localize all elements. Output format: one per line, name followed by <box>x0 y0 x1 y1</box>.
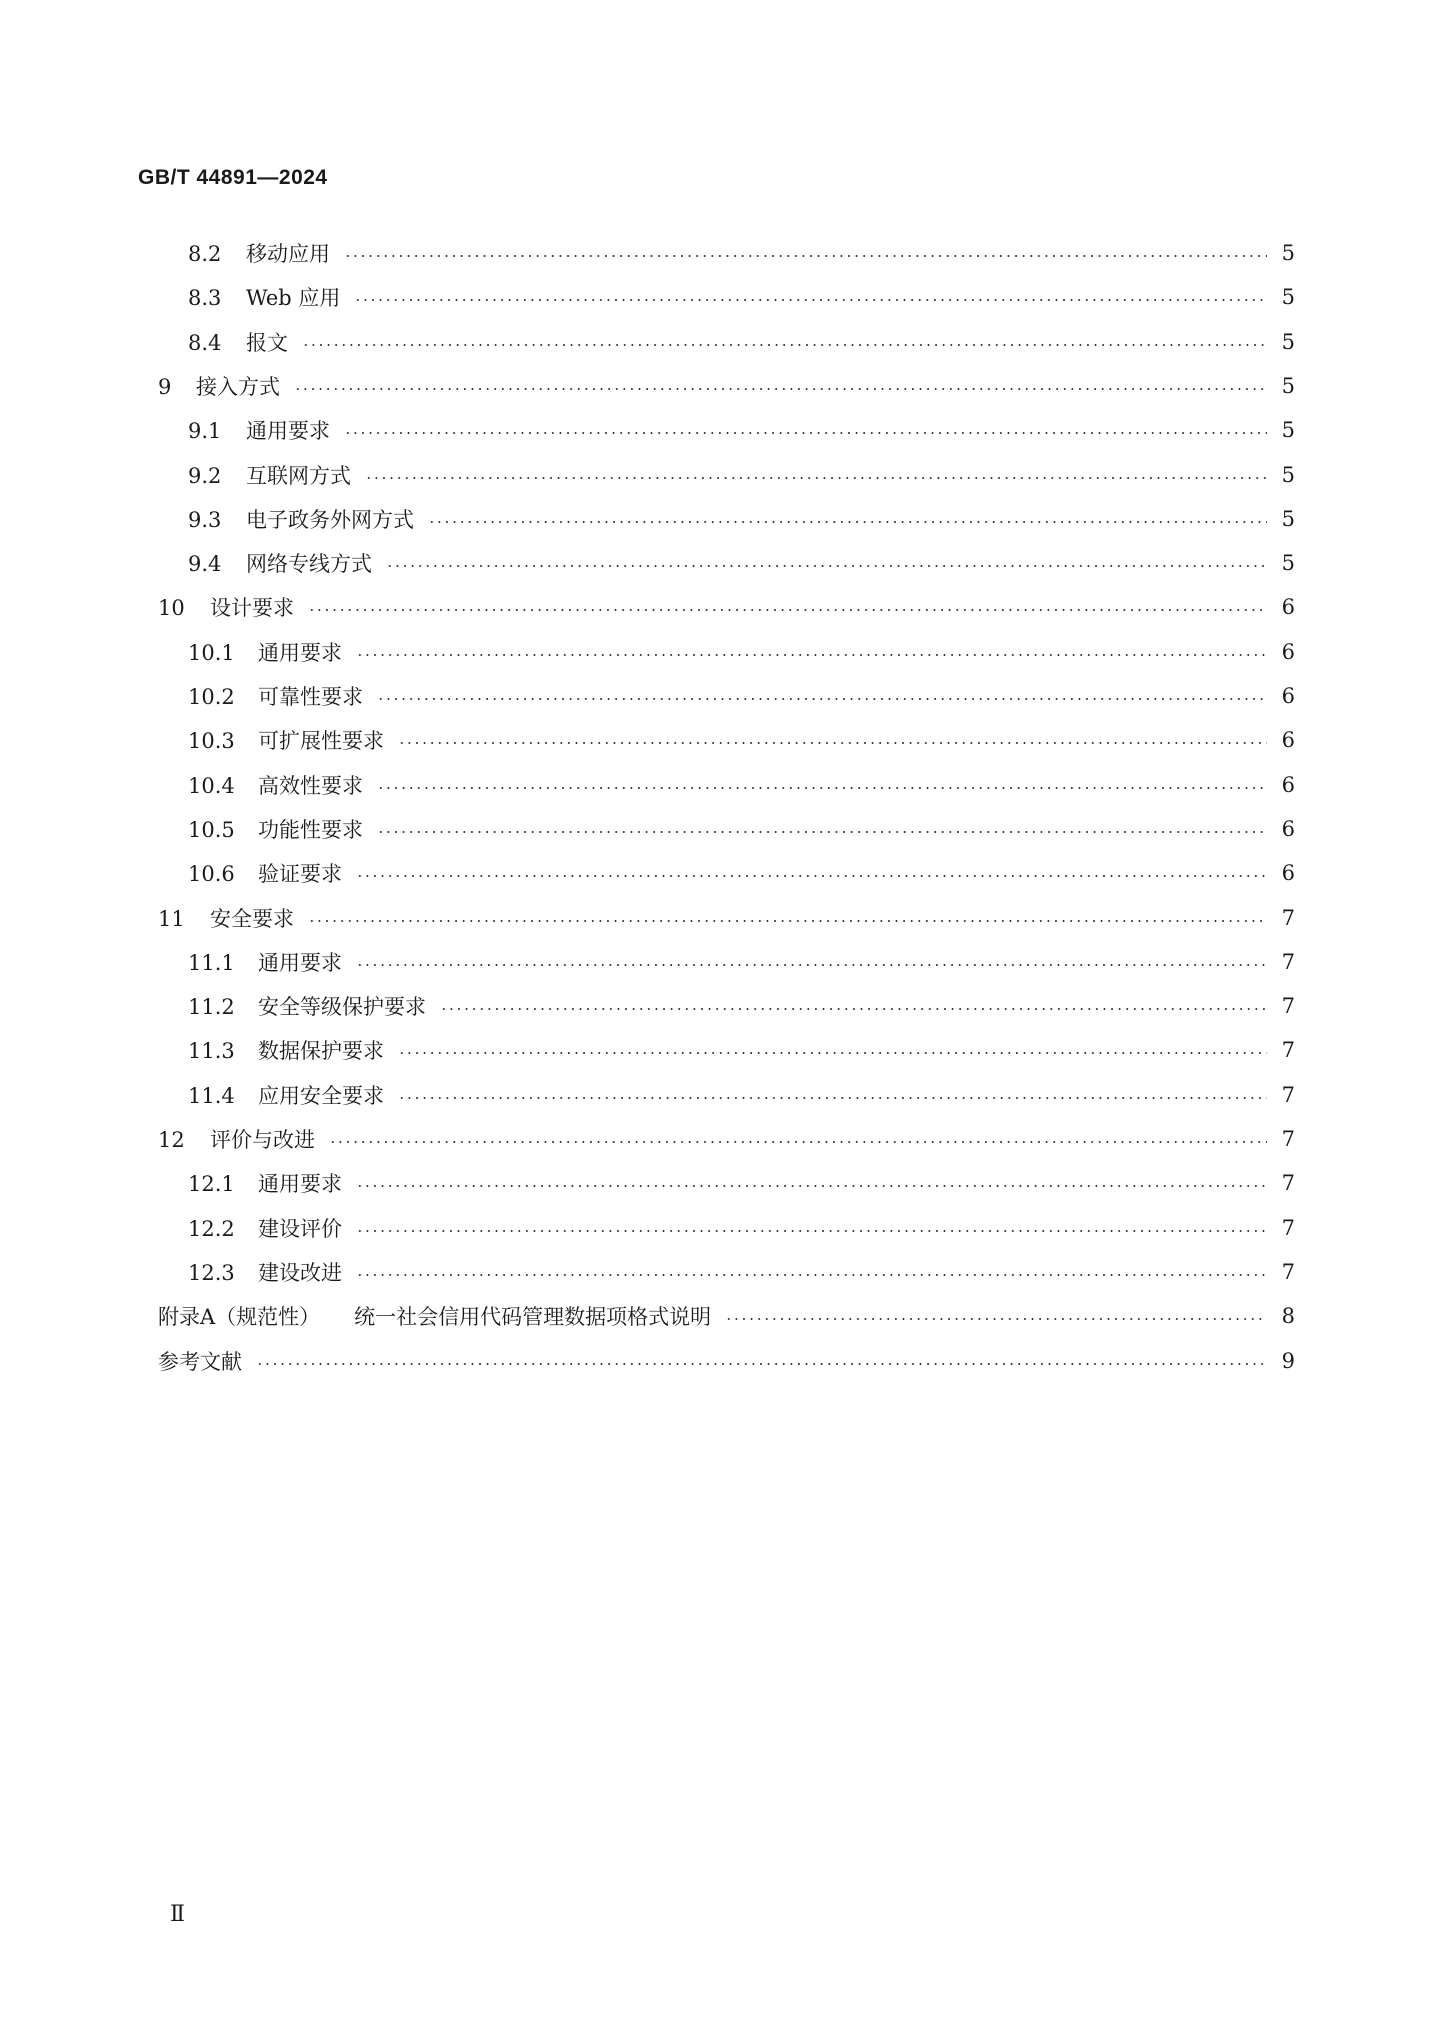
toc-entry-number: 10.6 <box>188 862 235 887</box>
toc-entry-label <box>158 1346 252 1376</box>
toc-leader-dots <box>356 875 1267 877</box>
toc-entry-label <box>188 282 350 312</box>
toc-entry-label <box>158 592 304 622</box>
toc-entry-page: 6 <box>1281 639 1295 664</box>
toc-entry[interactable] <box>0 502 1445 536</box>
toc-entry-title: 通用要求 <box>258 950 342 975</box>
toc-entry-title: Web 应用 <box>246 286 341 311</box>
toc-entry-title: 参考文献 <box>158 1349 242 1374</box>
toc-entry[interactable] <box>0 590 1445 624</box>
toc-entry[interactable] <box>0 901 1445 935</box>
toc-entry[interactable] <box>0 236 1445 270</box>
toc-entry-title: 设计要求 <box>210 596 294 621</box>
toc-leader-dots <box>356 1274 1267 1276</box>
toc-entry-title: 建设评价 <box>258 1216 342 1241</box>
toc-entry[interactable] <box>0 280 1445 314</box>
toc-entry-title: 安全等级保护要求 <box>258 995 426 1020</box>
toc-entry[interactable] <box>0 369 1445 403</box>
toc-entry-title: 通用要求 <box>246 419 330 444</box>
toc-entry-page: 5 <box>1281 373 1295 398</box>
toc-entry-number: 12.1 <box>188 1172 235 1197</box>
toc-leader-dots <box>386 565 1267 567</box>
toc-entry-label <box>188 504 424 534</box>
toc-entry-title: 互联网方式 <box>246 463 351 488</box>
toc-entry[interactable] <box>0 1344 1445 1378</box>
toc-entry-number: 12 <box>158 1128 185 1152</box>
toc-entry-number: 10.5 <box>188 817 235 842</box>
toc-entry[interactable] <box>0 723 1445 757</box>
toc-entry[interactable] <box>0 812 1445 846</box>
toc-leader-dots <box>294 388 1267 390</box>
toc-entry-number: 11.3 <box>188 1039 235 1064</box>
toc-entry-page: 7 <box>1281 1082 1295 1107</box>
toc-entry-page: 9 <box>1281 1348 1295 1373</box>
toc-entry-number: 8.2 <box>188 242 222 266</box>
toc-entry[interactable] <box>0 1166 1445 1200</box>
toc-leader-dots <box>440 1008 1267 1010</box>
toc-entry-title: 功能性要求 <box>258 817 363 842</box>
toc-entry-number: 8.4 <box>188 330 222 355</box>
toc-entry-label <box>158 1301 721 1331</box>
toc-entry[interactable] <box>0 1033 1445 1067</box>
toc-entry-page: 7 <box>1281 905 1295 930</box>
toc-entry[interactable] <box>0 1211 1445 1245</box>
toc-entry[interactable] <box>0 635 1445 669</box>
toc-leader-dots <box>356 1230 1267 1232</box>
toc-entry-title: 电子政务外网方式 <box>246 507 414 532</box>
toc-entry-label <box>188 858 352 888</box>
toc-entry[interactable] <box>0 945 1445 979</box>
toc-entry[interactable] <box>0 989 1445 1023</box>
toc-entry-number: 附录A（规范性） <box>158 1305 321 1330</box>
toc-entry-page: 7 <box>1281 949 1295 974</box>
toc-entry-title: 可扩展性要求 <box>258 729 384 754</box>
toc-leader-dots <box>377 698 1267 700</box>
toc-entry-page: 7 <box>1281 1215 1295 1240</box>
toc-entry-page: 6 <box>1281 772 1295 797</box>
toc-entry-number: 11 <box>158 906 185 931</box>
toc-entry[interactable] <box>0 768 1445 802</box>
toc-entry-page: 6 <box>1281 861 1295 886</box>
toc-entry-number: 10.3 <box>188 729 235 754</box>
toc-entry-label <box>188 1080 394 1110</box>
toc-entry-label <box>188 1257 352 1287</box>
toc-leader-dots <box>256 1363 1267 1365</box>
toc-entry-number: 10.1 <box>188 640 235 665</box>
toc-entry-number: 9.2 <box>188 463 222 488</box>
toc-entry-label <box>188 725 394 755</box>
toc-entry-number: 11.1 <box>188 950 235 975</box>
toc-entry-page: 5 <box>1281 418 1295 443</box>
toc-leader-dots <box>377 831 1267 833</box>
toc-leader-dots <box>377 787 1267 789</box>
toc-entry-title: 建设改进 <box>258 1260 342 1285</box>
toc-entry-page: 5 <box>1281 329 1295 354</box>
toc-leader-dots <box>308 609 1267 611</box>
toc-leader-dots <box>356 654 1267 656</box>
toc-entry-page: 7 <box>1281 1127 1295 1151</box>
toc-entry-title: 通用要求 <box>258 1172 342 1197</box>
toc-leader-dots <box>398 1052 1267 1054</box>
toc-entry-title: 网络专线方式 <box>246 552 372 577</box>
toc-entry-number: 11.4 <box>188 1083 235 1108</box>
toc-leader-dots <box>356 964 1267 966</box>
toc-entry-number: 10.4 <box>188 773 235 798</box>
toc-entry-page: 6 <box>1281 728 1295 753</box>
toc-entry-page: 5 <box>1281 551 1295 576</box>
toc-entry[interactable] <box>0 1122 1445 1156</box>
toc-entry-title: 通用要求 <box>258 640 342 665</box>
toc-entry-label <box>158 903 304 933</box>
toc-entry-title: 统一社会信用代码管理数据项格式说明 <box>354 1305 712 1330</box>
toc-entry-page: 5 <box>1281 462 1295 487</box>
toc-entry-label <box>188 327 298 357</box>
toc-entry-number: 12.2 <box>188 1216 235 1241</box>
toc-entry-title: 高效性要求 <box>258 773 363 798</box>
toc-entry-page: 7 <box>1281 1171 1295 1196</box>
toc-entry[interactable] <box>0 325 1445 359</box>
toc-entry-page: 5 <box>1281 241 1295 265</box>
toc-leader-dots <box>356 1185 1267 1187</box>
page-number: Ⅱ <box>170 1902 185 1927</box>
toc-leader-dots <box>398 1097 1267 1099</box>
toc-entry-page: 6 <box>1281 595 1295 620</box>
toc-entry-label <box>158 371 290 401</box>
toc-entry-number: 10.2 <box>188 685 235 709</box>
toc-entry[interactable] <box>0 413 1445 447</box>
toc-entry[interactable] <box>0 1078 1445 1112</box>
toc-entry-page: 8 <box>1281 1304 1295 1329</box>
toc-leader-dots <box>354 299 1267 301</box>
toc-entry-number: 10 <box>158 596 185 621</box>
toc-entry-label <box>188 770 373 800</box>
toc-leader-dots <box>398 742 1267 744</box>
toc-leader-dots <box>308 920 1267 922</box>
toc-entry-number: 9.1 <box>188 419 222 444</box>
standard-code-header: GB/T 44891—2024 <box>138 166 328 189</box>
toc-entry-title: 数据保护要求 <box>258 1039 384 1064</box>
toc-entry-number: 9 <box>158 374 172 399</box>
toc-entry-label <box>188 460 361 490</box>
toc-entry-title: 验证要求 <box>258 862 342 887</box>
toc-entry-label <box>188 681 373 711</box>
toc-entry-label <box>188 814 373 844</box>
toc-entry-label <box>188 1035 394 1065</box>
toc-entry-label <box>188 991 436 1021</box>
toc-leader-dots <box>725 1318 1267 1320</box>
toc-entry-label <box>188 415 340 445</box>
toc-entry-page: 7 <box>1281 1259 1295 1284</box>
toc-entry-title: 评价与改进 <box>210 1128 315 1152</box>
toc-entry-label <box>158 1124 325 1154</box>
toc-entry[interactable] <box>0 1299 1445 1333</box>
toc-entry-label <box>188 238 340 268</box>
toc-leader-dots <box>344 255 1267 257</box>
toc-entry-label <box>188 637 352 667</box>
toc-entry[interactable] <box>0 546 1445 580</box>
toc-entry-title: 移动应用 <box>246 242 330 266</box>
toc-leader-dots <box>344 432 1267 434</box>
toc-entry-title: 接入方式 <box>196 374 280 399</box>
toc-entry[interactable] <box>0 458 1445 492</box>
toc-entry-page: 7 <box>1281 1038 1295 1063</box>
toc-entry-page: 6 <box>1281 684 1295 708</box>
toc-leader-dots <box>329 1141 1267 1143</box>
toc-entry-number: 12.3 <box>188 1260 235 1285</box>
toc-entry-number: 11.2 <box>188 995 235 1020</box>
toc-entry[interactable] <box>0 1255 1445 1289</box>
toc-entry-page: 6 <box>1281 816 1295 841</box>
toc-entry-number: 9.4 <box>188 552 222 577</box>
toc-entry[interactable] <box>0 856 1445 890</box>
toc-leader-dots <box>365 477 1267 479</box>
toc-entry-page: 5 <box>1281 285 1295 310</box>
toc-leader-dots <box>302 344 1267 346</box>
toc-entry-label <box>188 1213 352 1243</box>
toc-entry-page: 7 <box>1281 994 1295 1019</box>
toc-entry-title: 安全要求 <box>210 906 294 931</box>
toc-entry-label <box>188 548 382 578</box>
toc-entry-label <box>188 1168 352 1198</box>
toc-entry-title: 应用安全要求 <box>258 1083 384 1108</box>
toc-entry[interactable] <box>0 679 1445 713</box>
toc-leader-dots <box>428 521 1267 523</box>
toc-entry-title: 可靠性要求 <box>258 685 363 709</box>
toc-entry-number: 9.3 <box>188 507 222 532</box>
toc-entry-title: 报文 <box>246 330 288 355</box>
toc-entry-label <box>188 947 352 977</box>
toc-entry-page: 5 <box>1281 506 1295 531</box>
toc-entry-number: 8.3 <box>188 286 222 311</box>
